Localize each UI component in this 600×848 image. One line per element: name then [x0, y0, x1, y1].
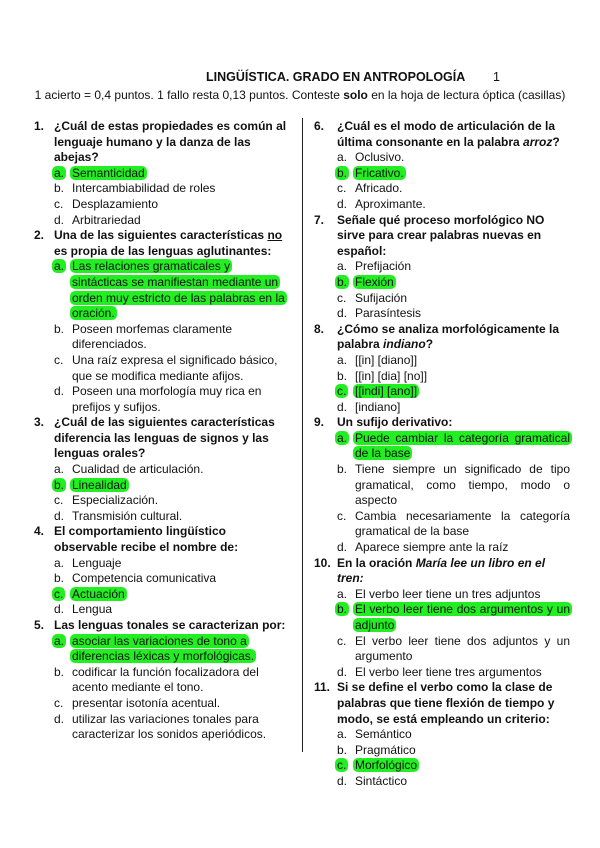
- option-letter: b.: [337, 368, 348, 383]
- correct-answer-highlight: b.: [337, 165, 348, 180]
- answer-option: [54, 556, 288, 572]
- option-letter: c.: [337, 181, 347, 196]
- option-letter: d.: [54, 508, 65, 523]
- option-text: [355, 602, 570, 633]
- question-number: 2.: [34, 228, 45, 243]
- scoring-instructions: [0, 88, 600, 102]
- question: [316, 213, 570, 322]
- correct-answer-highlight: Morfológico: [355, 758, 418, 773]
- option-letter: d.: [337, 306, 348, 321]
- option-label: Poseen una morfología muy rica en prefijos y sufijos.: [72, 384, 262, 414]
- question-stem: [337, 556, 570, 587]
- question-number: 3.: [34, 415, 45, 430]
- correct-answer-highlight: b.: [337, 602, 348, 617]
- option-letter: d.: [337, 196, 348, 211]
- instructions-text-end: en la hoja de lectura óptica (casillas): [367, 88, 566, 102]
- option-letter: d.: [337, 540, 348, 555]
- stem-text: no: [267, 228, 283, 243]
- option-text: [72, 556, 121, 570]
- option-text: [355, 197, 570, 213]
- answer-option: [337, 181, 570, 197]
- option-letter: [337, 166, 347, 182]
- option-label: Semántico: [355, 727, 412, 742]
- answer-option: [54, 384, 288, 415]
- correct-answer-highlight: Actuación: [72, 586, 125, 601]
- option-text: [355, 259, 570, 275]
- option-letter: [54, 478, 64, 494]
- option-label: utilizar las variaciones tonales para caracterizar los sonidos aperiódicos.: [72, 711, 267, 742]
- option-letter: c.: [54, 352, 64, 367]
- option-label: El verbo leer tiene un tres adjuntos: [355, 586, 541, 601]
- option-label: [indiano]: [355, 399, 401, 414]
- correct-answer-highlight: Linealidad: [72, 477, 127, 492]
- answer-option: [337, 462, 570, 509]
- option-text: [72, 665, 259, 695]
- answer-option: [337, 369, 570, 385]
- option-label: Arbitrariedad: [72, 212, 141, 227]
- option-text: [355, 774, 570, 790]
- correct-answer-highlight: c.: [337, 758, 347, 773]
- answer-option: [337, 259, 570, 275]
- option-letter: [337, 431, 347, 447]
- answer-option: [337, 540, 570, 556]
- answer-option: [54, 322, 288, 353]
- answer-option: [54, 587, 288, 603]
- option-label: Aproximante.: [355, 196, 426, 211]
- option-text: [72, 181, 215, 195]
- answer-option: [54, 696, 288, 712]
- option-text: [355, 275, 570, 291]
- option-letter: [54, 166, 64, 182]
- correct-answer-highlight: a.: [54, 165, 65, 180]
- question-stem: [337, 415, 570, 431]
- question-stem: [54, 524, 288, 555]
- answer-option: [337, 587, 570, 603]
- option-label: Oclusivo.: [355, 150, 405, 165]
- option-label: Cualidad de articulación.: [72, 462, 204, 477]
- exam-title: LINGÜÍSTICA. GRADO EN ANTROPOLOGÍA: [206, 70, 466, 84]
- question: [34, 119, 288, 228]
- question-stem: [54, 415, 288, 462]
- correct-answer-highlight: asociar las variaciones de tono a diferencias léxicas y morfológicas.: [72, 633, 255, 664]
- correct-answer-highlight: b.: [337, 274, 348, 289]
- option-text: [72, 493, 158, 507]
- option-letter: [337, 602, 347, 618]
- option-label: Sintáctico: [355, 773, 408, 788]
- question: [34, 618, 288, 743]
- correct-answer-highlight: a.: [54, 633, 65, 648]
- correct-answer-highlight: c.: [54, 586, 64, 601]
- option-text: [72, 462, 203, 476]
- question: [34, 228, 288, 415]
- option-text: [355, 306, 570, 322]
- option-letter: d.: [54, 711, 65, 726]
- option-label: Cambia necesariamente la categoría gramatical de la base: [355, 508, 570, 539]
- stem-text: En la oración: [337, 555, 416, 570]
- question: [34, 524, 288, 618]
- option-label: El verbo leer tiene tres argumentos: [355, 664, 542, 679]
- option-text: [72, 634, 254, 664]
- option-text: [355, 509, 570, 540]
- stem-text: ¿Cuál de las siguientes características diferencia las lenguas de signos y las lenguas orales?: [54, 415, 275, 461]
- answer-option: [54, 166, 288, 182]
- answer-option: [337, 758, 570, 774]
- option-letter: a.: [337, 586, 348, 601]
- option-letter: a.: [337, 150, 348, 165]
- question-number: 5.: [34, 618, 45, 632]
- option-letter: b.: [54, 571, 65, 586]
- option-text: [355, 384, 570, 400]
- answer-option: [54, 462, 288, 478]
- question-stem: [337, 119, 570, 150]
- option-text: [355, 462, 570, 509]
- option-text: [355, 758, 570, 774]
- option-text: [72, 571, 216, 585]
- option-letter: [337, 758, 346, 774]
- stem-text: ¿Cuál de estas propiedades es común al lenguaje humano y la danza de las abejas?: [54, 119, 287, 165]
- option-letter: c.: [54, 196, 64, 211]
- stem-text: indiano: [383, 337, 426, 352]
- option-label: Tiene siempre un significado de tipo gramatical, como tiempo, modo o aspecto: [355, 462, 570, 508]
- option-letter: [54, 259, 64, 275]
- answer-option: [54, 181, 288, 197]
- stem-text: María lee un libro en el tren:: [337, 555, 546, 586]
- option-text: [72, 259, 285, 320]
- stem-text: arroz: [523, 134, 553, 149]
- answer-option: [54, 602, 288, 618]
- stem-text: El comportamiento lingüístico observable recibe el nombre de:: [54, 524, 239, 555]
- answer-option: [54, 634, 288, 665]
- option-label: Prefijación: [355, 259, 412, 274]
- answer-option: [337, 291, 570, 307]
- question-number: 10.: [314, 555, 331, 570]
- option-label: codificar la función focalizadora del acento mediante el tono.: [72, 664, 259, 695]
- column-divider: [302, 118, 303, 752]
- stem-text: ?: [552, 134, 560, 149]
- correct-answer-highlight: c.: [337, 384, 347, 399]
- question-number: 11.: [314, 680, 331, 695]
- stem-text: ?: [425, 337, 434, 352]
- option-label: Pragmático: [355, 742, 416, 757]
- option-letter: c.: [54, 493, 64, 508]
- answer-option: [337, 353, 570, 369]
- option-text: [72, 587, 125, 601]
- correct-answer-highlight: El verbo leer tiene dos argumentos y un adjunto: [355, 602, 570, 632]
- question: [316, 680, 570, 789]
- answer-option: [54, 353, 288, 384]
- correct-answer-highlight: b.: [54, 477, 65, 492]
- question-stem: [337, 213, 570, 260]
- option-label: [[in] [diano]]: [355, 352, 418, 367]
- option-letter: a.: [54, 462, 65, 477]
- answer-option: [337, 727, 570, 743]
- option-text: [72, 166, 145, 180]
- answer-option: [54, 665, 288, 696]
- option-letter: a.: [54, 555, 65, 570]
- stem-text: Si se define el verbo como la clase de palabras que tiene flexión de tiempo y modo, se está empleando un criterio:: [337, 680, 555, 726]
- option-letter: d.: [54, 602, 65, 617]
- question-number: 8.: [314, 321, 325, 336]
- answer-option: [337, 197, 570, 213]
- answer-option: [337, 774, 570, 790]
- option-letter: a.: [337, 352, 348, 367]
- option-letter: d.: [337, 664, 348, 679]
- option-label: Parasíntesis: [355, 306, 422, 321]
- option-letter: c.: [337, 508, 347, 523]
- instructions-emphasis: solo: [343, 88, 368, 102]
- correct-answer-highlight: [[indi] [ano]]: [355, 384, 418, 399]
- question-number: 6.: [314, 119, 325, 133]
- left-column: [34, 119, 288, 743]
- question: [34, 415, 288, 524]
- answer-option: [337, 306, 570, 322]
- answer-option: [337, 150, 570, 166]
- answer-option: [54, 478, 288, 494]
- option-text: [72, 213, 141, 227]
- option-text: [355, 181, 570, 197]
- answer-option: [54, 712, 288, 743]
- answer-option: [337, 509, 570, 540]
- option-text: [355, 743, 570, 759]
- question-stem: [337, 680, 570, 727]
- question-stem: [54, 228, 288, 259]
- question-stem: [54, 618, 288, 634]
- option-letter: c.: [337, 633, 347, 648]
- option-text: [355, 291, 570, 307]
- option-text: [355, 665, 570, 681]
- option-text: [72, 322, 232, 352]
- right-column: [316, 119, 570, 790]
- option-letter: [337, 384, 346, 400]
- page-number: 1: [493, 70, 500, 84]
- option-letter: [54, 587, 63, 603]
- option-letter: d.: [337, 773, 348, 788]
- option-text: [72, 602, 112, 616]
- question-number: 4.: [34, 524, 45, 539]
- option-label: Lengua: [72, 602, 113, 617]
- stem-text: Un sufijo derivativo:: [337, 415, 453, 430]
- question-stem: [337, 322, 570, 353]
- option-letter: b.: [54, 181, 65, 196]
- answer-option: [54, 509, 288, 525]
- correct-answer-highlight: Flexión: [355, 274, 394, 289]
- option-label: Intercambiabilidad de roles: [72, 181, 216, 196]
- answer-option: [337, 275, 570, 291]
- stem-text: es propia de las lenguas aglutinantes:: [54, 243, 272, 258]
- option-text: [72, 197, 158, 211]
- option-text: [72, 478, 127, 492]
- correct-answer-highlight: Las relaciones gramaticales y sintácticas se manifiestan mediante un orden muy estricto de las palabras en la oración.: [72, 259, 285, 321]
- option-label: [[in] [dia] [no]]: [355, 368, 428, 383]
- question-stem: [54, 119, 288, 166]
- answer-option: [337, 384, 570, 400]
- option-text: [355, 587, 570, 603]
- option-letter: [54, 634, 64, 650]
- option-text: [72, 696, 220, 710]
- question-number: 1.: [34, 119, 45, 133]
- option-letter: b.: [337, 462, 348, 477]
- correct-answer-highlight: Puede cambiar la categoría gramatical de la base: [355, 430, 570, 461]
- option-text: [72, 509, 182, 523]
- option-text: [355, 634, 570, 665]
- option-letter: a.: [337, 259, 348, 274]
- answer-option: [337, 634, 570, 665]
- option-label: Especialización.: [72, 493, 159, 508]
- option-text: [72, 384, 261, 414]
- option-text: [72, 353, 277, 383]
- option-label: Desplazamiento: [72, 196, 159, 211]
- option-letter: c.: [337, 290, 347, 305]
- option-letter: b.: [337, 742, 348, 757]
- correct-answer-highlight: a.: [337, 430, 348, 445]
- option-label: Sufijación: [355, 290, 408, 305]
- option-text: [355, 353, 570, 369]
- question-number: 7.: [314, 212, 325, 227]
- answer-option: [337, 431, 570, 462]
- answer-option: [337, 400, 570, 416]
- question: [316, 415, 570, 555]
- option-label: Lenguaje: [72, 555, 122, 570]
- stem-text: Una de las siguientes características: [54, 228, 268, 243]
- answer-option: [337, 743, 570, 759]
- answer-option: [54, 197, 288, 213]
- option-letter: c.: [54, 695, 64, 710]
- option-label: El verbo leer tiene dos adjuntos y un argumento: [355, 633, 570, 664]
- stem-text: ¿Cuál es el modo de articulación de la última consonante en la palabra: [337, 119, 556, 149]
- stem-text: ¿Cómo se analiza morfológicamente la palabra: [337, 321, 560, 352]
- stem-text: Las lenguas tonales se caracterizan por:: [54, 618, 286, 632]
- option-label: Africado.: [355, 181, 403, 196]
- answer-option: [337, 602, 570, 633]
- option-letter: d.: [54, 212, 65, 227]
- correct-answer-highlight: Semanticidad: [72, 165, 145, 180]
- answer-option: [54, 213, 288, 229]
- option-letter: d.: [54, 384, 65, 399]
- option-letter: b.: [54, 321, 65, 336]
- option-label: presentar isotonía acentual.: [72, 695, 221, 710]
- answer-option: [54, 493, 288, 509]
- option-text: [355, 400, 570, 416]
- question-number: 9.: [314, 415, 325, 430]
- option-text: [355, 540, 570, 556]
- question: [316, 556, 570, 681]
- question: [316, 119, 570, 213]
- option-letter: b.: [54, 664, 65, 679]
- option-label: Competencia comunicativa: [72, 571, 217, 586]
- option-letter: a.: [337, 727, 348, 742]
- instructions-text: 1 acierto = 0,4 puntos. 1 fallo resta 0,13 puntos. Conteste: [34, 88, 344, 102]
- option-text: [355, 150, 570, 166]
- option-label: Poseen morfemas claramente diferenciados.: [72, 321, 233, 352]
- option-text: [355, 369, 570, 385]
- option-text: [355, 727, 570, 743]
- option-letter: d.: [337, 399, 348, 414]
- answer-option: [337, 665, 570, 681]
- option-text: [355, 431, 570, 462]
- answer-option: [54, 259, 288, 321]
- question: [316, 322, 570, 416]
- stem-text: Señale qué proceso morfológico NO sirve para crear palabras nuevas en español:: [337, 212, 545, 258]
- correct-answer-highlight: Fricativo.: [355, 165, 404, 180]
- option-label: Una raíz expresa el significado básico, que se modifica mediante afijos.: [72, 352, 278, 383]
- correct-answer-highlight: a.: [54, 259, 65, 274]
- option-text: [355, 166, 570, 182]
- option-label: Transmisión cultural.: [72, 508, 183, 523]
- option-text: [72, 712, 266, 742]
- option-letter: [337, 275, 347, 291]
- option-label: Aparece siempre ante la raíz: [355, 540, 509, 555]
- answer-option: [337, 166, 570, 182]
- answer-option: [54, 571, 288, 587]
